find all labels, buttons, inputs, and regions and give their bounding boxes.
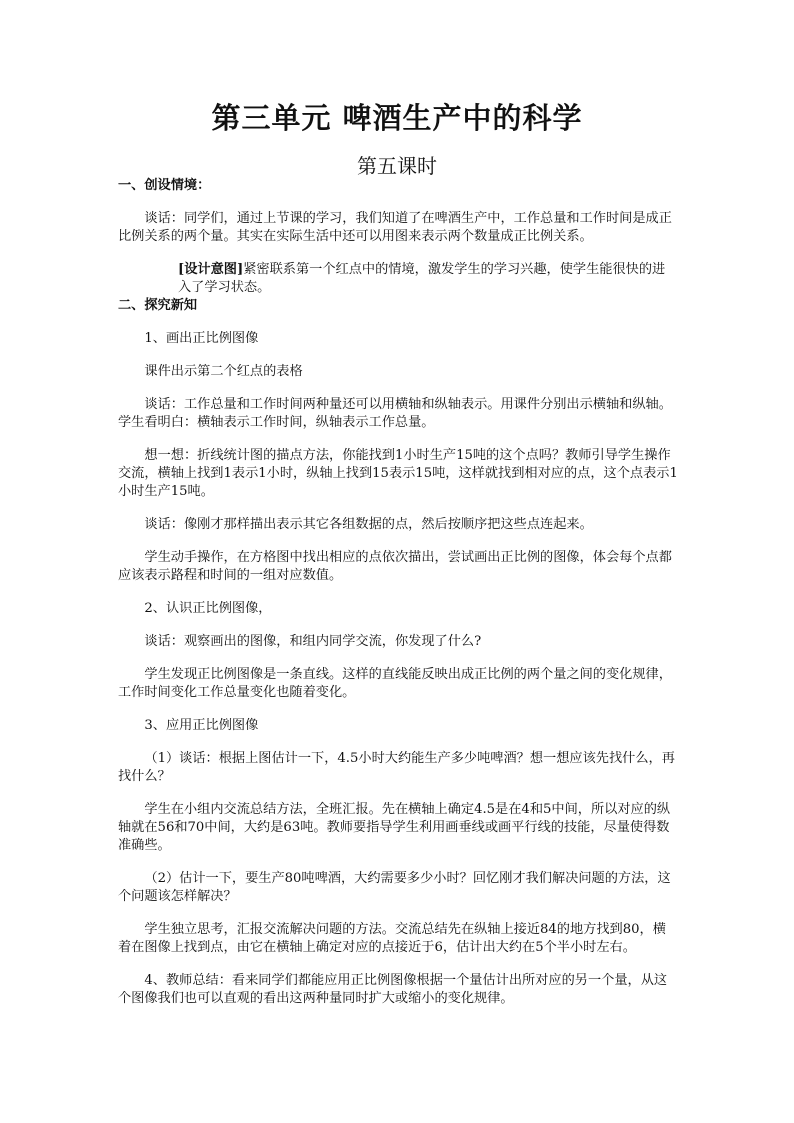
- paragraph-student-operate: 学生动手操作，在方格图中找出相应的点依次描出，尝试画出正比例的图像，体会每个点都应该表示路程和时间的一组对应数值。: [118, 550, 672, 583]
- paragraph-intro-talk: 谈话：同学们，通过上节课的学习，我们知道了在啤酒生产中，工作总量和工作时间是成正比例关系的两个量。其实在实际生活中还可以用图来表示两个数量成正比例关系。: [118, 211, 672, 244]
- design-intent-tag: [设计意图]: [178, 262, 244, 277]
- page-title: 第三单元 啤酒生产中的科学: [211, 101, 583, 135]
- paragraph-axes-talk: 谈话：工作总量和工作时间两种量还可以用横轴和纵轴表示。用课件分别出示横轴和纵轴。学生看明白：横轴表示工作时间，纵轴表示工作总量。: [118, 397, 672, 430]
- paragraph-teacher-summary: 4、教师总结：看来同学们都能应用正比例图像根据一个量估计出所对应的另一个量，从这个图像我们也可以直观的看出这两种量同时扩大或缩小的变化规律。: [118, 973, 668, 1006]
- design-intent-text: 紧密联系第一个红点中的情境，激发学生的学习兴趣，使学生能很快的进入了学习状态。: [178, 262, 666, 295]
- paragraph-plot-points: 谈话：像刚才那样描出表示其它各组数据的点，然后按顺序把这些点连起来。: [144, 517, 593, 532]
- design-intent-note: [118, 261, 678, 297]
- paragraph-estimate-question-1: （1）谈话：根据上图估计一下，4.5小时大约能生产多少吨啤酒？想一想应该先找什么，再找什么？: [118, 751, 675, 784]
- paragraph-observe-talk: 谈话：观察画出的图像，和组内同学交流，你发现了什么?: [144, 634, 482, 649]
- document-body: [118, 175, 678, 1008]
- section-heading-explore: 二、探究新知: [118, 298, 198, 313]
- paragraph-group-report: 学生在小组内交流总结方法，全班汇报。先在横轴上确定4.5是在4和5中间，所以对应的纵轴就在56和70中间，大约是63吨。教师要指导学生利用画垂线或画平行线的技能，尽量使得数准确些。: [118, 802, 671, 853]
- paragraph-straight-line: 学生发现正比例图像是一条直线。这样的直线能反映出成正比例的两个量之间的变化规律，工作时间变化工作总量变化也随着变化。: [118, 667, 672, 700]
- subheading-draw-graph: 1、画出正比例图像: [144, 331, 259, 346]
- paragraph-show-table: 课件出示第二个红点的表格: [144, 364, 303, 379]
- paragraph-independent-think: 学生独立思考，汇报交流解决问题的方法。交流总结先在纵轴上接近84的地方找到80，横着在图像上找到点，由它在横轴上确定对应的点接近于6，估计出大约在5个半小时左右。: [118, 922, 666, 955]
- paragraph-estimate-question-2: （2）估计一下，要生产80吨啤酒，大约需要多少小时？回忆刚才我们解决问题的方法，这个问题该怎样解决？: [118, 871, 671, 904]
- paragraph-think-point: 想一想：折线统计图的描点方法，你能找到1小时生产15吨的这个点吗？教师引导学生操作交流，横轴上找到1表示1小时，纵轴上找到15表示15吨，这样就找到相对应的点，这个点表示1小时生产15吨。: [118, 448, 678, 499]
- page-subtitle: 第五课时: [357, 154, 437, 178]
- subheading-apply-graph: 3、应用正比例图像: [144, 718, 259, 733]
- section-heading-situation: 一、创设情境：: [118, 178, 211, 193]
- subheading-recognize-graph: 2、认识正比例图像，: [144, 601, 272, 616]
